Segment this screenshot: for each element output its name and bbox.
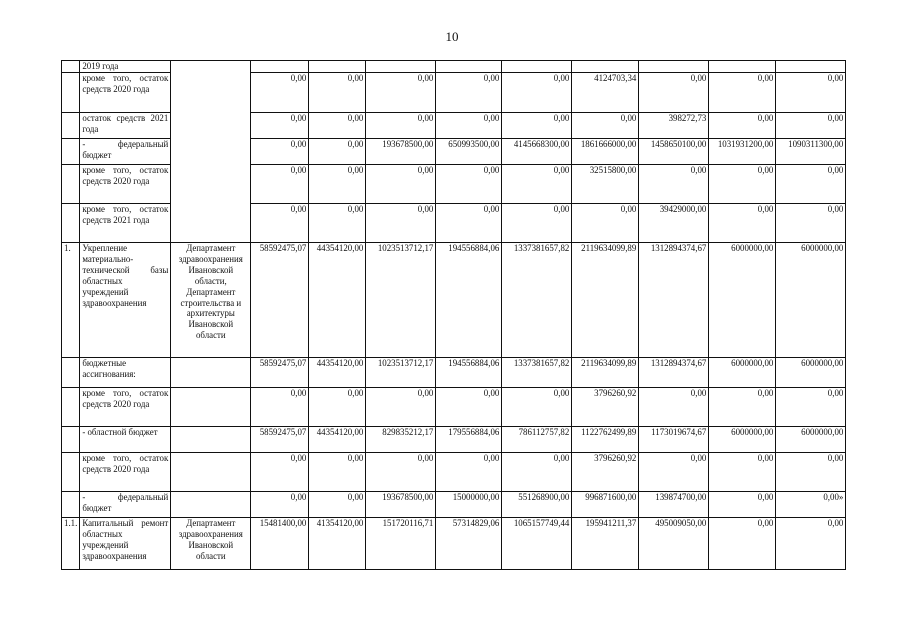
amount-cell: 0,00 [251,388,309,427]
amount-cell: 44354120,00 [309,427,366,453]
amount-cell: 650993500,00 [436,139,502,165]
amount-cell: 2119634099,89 [572,243,639,358]
amount-cell: 1337381657,82 [502,358,572,388]
amount-cell: 0,00 [709,113,776,139]
page-number: 10 [445,29,459,44]
amount-cell: 0,00 [436,113,502,139]
item-name-cell: - федеральный бюджет [80,139,171,165]
amount-cell: 0,00 [251,139,309,165]
amount-cell: 0,00 [639,453,709,492]
amount-cell: 0,00 [709,204,776,243]
amount-cell: 6000000,00 [709,358,776,388]
executor-cell [171,358,251,388]
executor-cell: Департамент здравоохранения Ивановской области, Департамент строительства и архитектуры Ивановской области [171,243,251,358]
amount-cell [709,61,776,73]
amount-cell: 139874700,00 [639,492,709,518]
amount-cell [251,61,309,73]
amount-cell: 195941211,37 [572,518,639,570]
executor-cell [171,453,251,492]
amount-cell: 179556884,06 [436,427,502,453]
amount-cell [776,61,846,73]
amount-cell: 0,00 [309,453,366,492]
table-row [62,61,846,73]
amount-cell: 0,00 [366,165,436,204]
amount-cell: 0,00 [251,113,309,139]
item-name-cell: бюджетные ассигнования: [80,358,171,388]
amount-cell: 0,00 [366,113,436,139]
table-row [62,453,846,492]
amount-cell: 4145668300,00 [502,139,572,165]
amount-cell: 0,00 [709,453,776,492]
amount-cell: 0,00 [309,165,366,204]
amount-cell: 32515800,00 [572,165,639,204]
row-number-cell [62,492,80,518]
amount-cell: 1023513712,17 [366,243,436,358]
amount-cell: 0,00 [709,73,776,113]
amount-cell: 0,00 [502,113,572,139]
item-name-cell: кроме того, остаток средств 2020 года [80,73,171,113]
amount-cell: 0,00 [776,113,846,139]
amount-cell: 0,00 [639,388,709,427]
row-number-cell [62,139,80,165]
amount-cell: 0,00 [776,518,846,570]
amount-cell: 44354120,00 [309,243,366,358]
amount-cell: 996871600,00 [572,492,639,518]
row-number-cell [62,73,80,113]
amount-cell: 0,00 [309,204,366,243]
row-number-cell [62,165,80,204]
table-body [62,61,846,570]
amount-cell: 0,00 [366,73,436,113]
amount-cell: 4124703,34 [572,73,639,113]
amount-cell: 0,00 [436,453,502,492]
amount-cell: 41354120,00 [309,518,366,570]
amount-cell: 0,00 [251,73,309,113]
amount-cell: 0,00 [309,113,366,139]
amount-cell: 0,00 [502,204,572,243]
amount-cell: 1031931200,00 [709,139,776,165]
amount-cell: 0,00 [709,388,776,427]
amount-cell: 6000000,00 [709,243,776,358]
item-name-cell: 2019 года [80,61,171,73]
amount-cell: 1122762499,89 [572,427,639,453]
amount-cell: 0,00 [776,388,846,427]
amount-cell: 0,00 [251,492,309,518]
amount-cell: 0,00 [776,453,846,492]
item-name-cell: кроме того, остаток средств 2020 года [80,388,171,427]
executor-cell [171,492,251,518]
amount-cell: 0,00 [366,388,436,427]
amount-cell: 1337381657,82 [502,243,572,358]
row-number-cell [62,427,80,453]
amount-cell: 0,00 [572,113,639,139]
amount-cell: 2119634099,89 [572,358,639,388]
amount-cell: 0,00 [436,204,502,243]
amount-cell [572,61,639,73]
row-number-cell [62,61,80,73]
row-number-cell: 1. [62,243,80,358]
amount-cell: 398272,73 [639,113,709,139]
amount-cell: 6000000,00 [776,358,846,388]
amount-cell: 58592475,07 [251,243,309,358]
amount-cell: 0,00 [502,453,572,492]
amount-cell: 193678500,00 [366,492,436,518]
amount-cell [436,61,502,73]
amount-cell: 0,00 [366,453,436,492]
amount-cell: 1861666000,00 [572,139,639,165]
amount-cell: 58592475,07 [251,358,309,388]
executor-cell [171,61,251,243]
amount-cell: 193678500,00 [366,139,436,165]
table-row [62,243,846,358]
amount-cell: 0,00 [251,453,309,492]
amount-cell: 0,00 [251,165,309,204]
row-number-cell [62,388,80,427]
item-name-cell: кроме того, остаток средств 2020 года [80,165,171,204]
amount-cell: 786112757,82 [502,427,572,453]
amount-cell: 1312894374,67 [639,243,709,358]
amount-cell: 495009050,00 [639,518,709,570]
amount-cell: 15481400,00 [251,518,309,570]
amount-cell: 0,00 [309,388,366,427]
amount-cell: 1023513712,17 [366,358,436,388]
budget-table [61,60,846,570]
amount-cell: 0,00 [436,388,502,427]
row-number-cell: 1.1. [62,518,80,570]
amount-cell: 151720116,71 [366,518,436,570]
amount-cell: 1312894374,67 [639,358,709,388]
row-number-cell [62,113,80,139]
amount-cell: 0,00 [309,139,366,165]
amount-cell: 0,00 [502,388,572,427]
amount-cell: 0,00 [776,165,846,204]
amount-cell: 194556884,06 [436,243,502,358]
amount-cell: 6000000,00 [776,427,846,453]
row-number-cell [62,204,80,243]
item-name-cell: Капитальный ремонт областных учреждений здравоохранения [80,518,171,570]
amount-cell: 0,00 [709,518,776,570]
amount-cell: 0,00 [436,73,502,113]
item-name-cell: кроме того, остаток средств 2020 года [80,453,171,492]
amount-cell: 0,00 [709,492,776,518]
amount-cell: 0,00 [776,204,846,243]
amount-cell [502,61,572,73]
row-number-cell [62,358,80,388]
row-number-cell [62,453,80,492]
amount-cell: 194556884,06 [436,358,502,388]
amount-cell: 0,00 [309,492,366,518]
table-row [62,358,846,388]
amount-cell: 0,00 [502,165,572,204]
amount-cell: 6000000,00 [776,243,846,358]
item-name-cell: кроме того, остаток средств 2021 года [80,204,171,243]
amount-cell: 0,00 [366,204,436,243]
amount-cell [309,61,366,73]
amount-cell: 39429000,00 [639,204,709,243]
table-row [62,388,846,427]
item-name-cell: - областной бюджет [80,427,171,453]
amount-cell: 0,00 [639,73,709,113]
table-row [62,427,846,453]
amount-cell: 0,00 [436,165,502,204]
item-name-cell: Укрепление материально-технической базы областных учреждений здравоохранения [80,243,171,358]
item-name-cell: остаток средств 2021 года [80,113,171,139]
amount-cell: 0,00 [309,73,366,113]
table-row [62,518,846,570]
amount-cell: 829835212,17 [366,427,436,453]
amount-cell: 0,00 [251,204,309,243]
amount-cell: 0,00 [709,165,776,204]
amount-cell: 0,00 [776,73,846,113]
executor-cell: Департамент здравоохранения Ивановской области [171,518,251,570]
amount-cell [639,61,709,73]
amount-cell: 6000000,00 [709,427,776,453]
amount-cell: 15000000,00 [436,492,502,518]
amount-cell: 57314829,06 [436,518,502,570]
amount-cell: 0,00 [572,204,639,243]
amount-cell: 551268900,00 [502,492,572,518]
amount-cell: 0,00» [776,492,846,518]
amount-cell: 3796260,92 [572,453,639,492]
item-name-cell: - федеральный бюджет [80,492,171,518]
amount-cell: 0,00 [502,73,572,113]
executor-cell [171,427,251,453]
amount-cell: 1173019674,67 [639,427,709,453]
amount-cell: 1458650100,00 [639,139,709,165]
amount-cell: 1090311300,00 [776,139,846,165]
table-row [62,492,846,518]
amount-cell: 44354120,00 [309,358,366,388]
amount-cell: 1065157749,44 [502,518,572,570]
amount-cell: 58592475,07 [251,427,309,453]
amount-cell: 0,00 [639,165,709,204]
executor-cell [171,388,251,427]
amount-cell [366,61,436,73]
amount-cell: 3796260,92 [572,388,639,427]
